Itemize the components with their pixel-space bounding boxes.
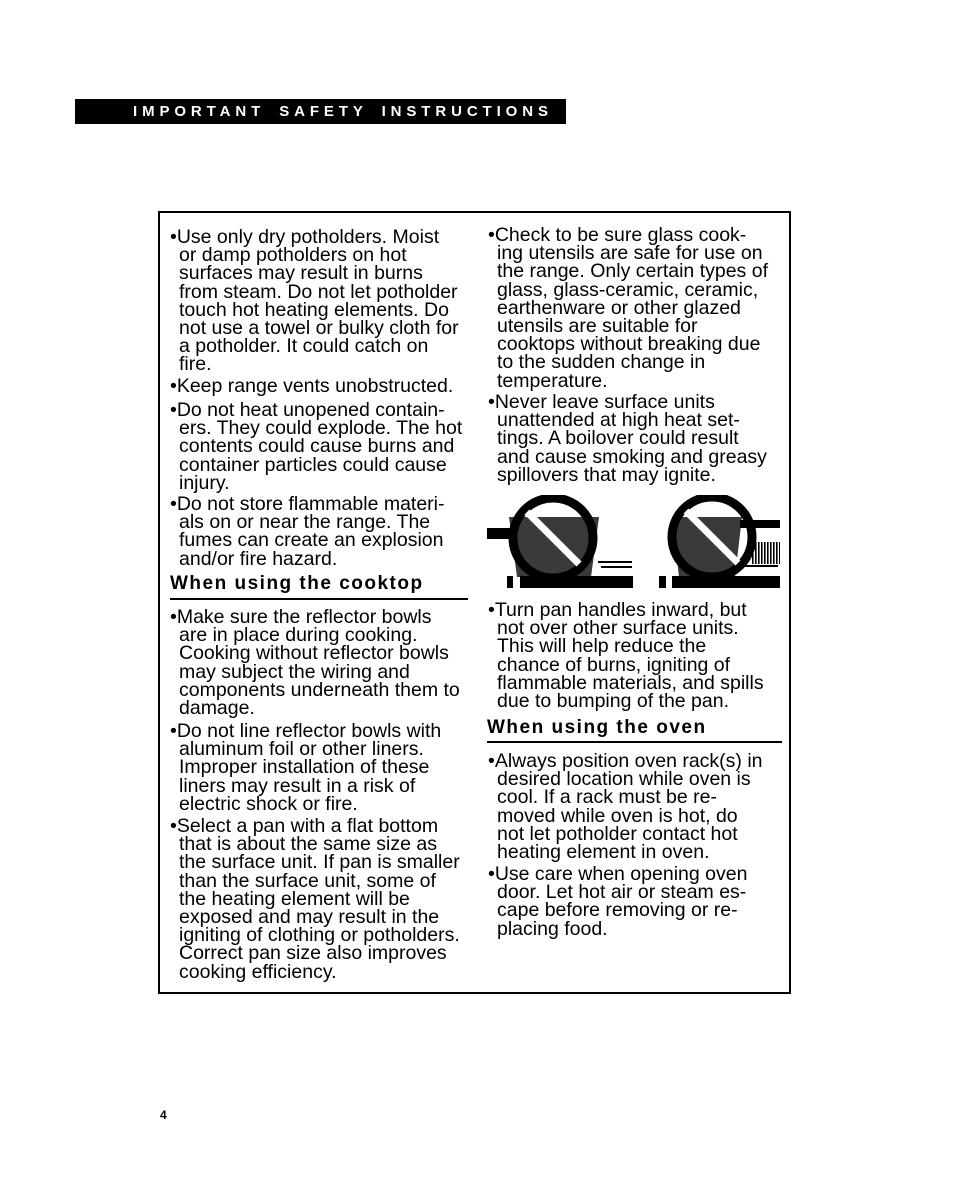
text-line: not let potholder contact hot [497, 822, 738, 845]
text-line: •Turn pan handles inward, but [488, 599, 747, 621]
text-line: not use a towel or bulky cloth for [179, 317, 459, 340]
item-flammable-materials [170, 493, 445, 570]
item-pan-size [170, 815, 460, 983]
text-line: •Do not heat unopened contain- [170, 399, 445, 421]
handle-outward-prohibited-figure [487, 498, 633, 588]
text-line: •Always position oven rack(s) in [488, 750, 763, 772]
hatched-burner-icon [752, 542, 780, 564]
text-line: •Make sure the reflector bowls [170, 606, 432, 628]
text-line: may subject the wiring and [179, 660, 410, 683]
text-line: not over other surface units. [497, 617, 739, 640]
text-line: igniting of clothing or potholders. [179, 924, 460, 947]
item-oven-racks [488, 750, 763, 864]
oven-section-heading: When using the oven [487, 717, 707, 738]
text-line: temperature. [497, 369, 608, 392]
handle-over-burner-prohibited-figure [659, 497, 780, 588]
text-line: ing utensils are safe for use on [497, 242, 763, 265]
text-line: Correct pan size also improves [179, 942, 447, 965]
text-line: •Never leave surface units [488, 391, 715, 413]
text-line: als on or near the range. The [179, 511, 431, 534]
spill-mark [598, 561, 632, 563]
text-line: the range. Only certain types of [497, 260, 768, 283]
text-line: cooktops without breaking due [497, 333, 761, 356]
text-line: •Use care when opening oven [488, 863, 748, 885]
text-line: liners may result in a risk of [179, 774, 416, 797]
item-range-vents [170, 375, 454, 397]
text-line: flammable materials, and spills [497, 671, 764, 694]
text-line: Cooking without reflector bowls [179, 642, 449, 665]
section-header-bar [75, 99, 566, 124]
text-line: heating element in oven. [497, 841, 710, 864]
text-line: •Use only dry potholders. Moist [170, 226, 440, 248]
text-line: door. Let hot air or steam es- [497, 881, 747, 904]
text-line: This will help reduce the [497, 635, 707, 658]
oven-heading-underline [487, 741, 782, 743]
text-line: fumes can create an explosion [179, 529, 444, 552]
text-line: •Select a pan with a flat bottom [170, 815, 439, 837]
text-line: or damp potholders on hot [179, 244, 407, 267]
text-line: cool. If a rack must be re- [497, 786, 717, 809]
item-oven-door [488, 863, 748, 940]
text-line: •Do not store flammable materi- [170, 493, 445, 515]
burner-icon [672, 576, 780, 588]
spill-mark [601, 566, 632, 568]
text-line: damage. [179, 697, 255, 720]
spill-mark [745, 565, 778, 567]
text-line: touch hot heating elements. Do [179, 298, 449, 321]
text-line: are in place during cooking. [179, 624, 418, 647]
text-line: than the surface unit, some of [179, 869, 436, 892]
text-line: container particles could cause [179, 453, 447, 476]
item-reflector-bowls [170, 606, 460, 720]
text-line: from steam. Do not let potholder [179, 280, 458, 303]
text-line: electric shock or fire. [179, 792, 358, 815]
text-line: and cause smoking and greasy [497, 445, 767, 468]
text-line: components underneath them to [179, 678, 460, 701]
item-unattended-units [488, 391, 767, 486]
text-line: to the sudden change in [497, 351, 706, 374]
item-unopened-containers [170, 399, 463, 494]
text-line: Improper installation of these [179, 756, 430, 779]
text-line: ers. They could explode. The hot [179, 417, 463, 440]
text-line: that is about the same size as [179, 833, 437, 856]
text-line: utensils are suitable for [497, 315, 698, 338]
burner-indicator [659, 576, 666, 588]
pan-handle-illustration [485, 495, 785, 595]
cooktop-heading-underline [170, 598, 468, 600]
text-line: spillovers that may ignite. [497, 463, 716, 486]
burner-icon [520, 576, 633, 588]
text-line: •Do not line reflector bowls with [170, 720, 442, 742]
section-header-title: IMPORTANT SAFETY INSTRUCTIONS [133, 103, 553, 120]
item-glass-utensils [488, 224, 768, 392]
item-pan-handles [488, 599, 764, 713]
text-line: earthenware or other glazed [497, 296, 741, 319]
text-line: exposed and may result in the [179, 906, 440, 929]
text-line: a potholder. It could catch on [179, 335, 429, 358]
text-line: placing food. [497, 917, 608, 940]
cooktop-section-heading: When using the cooktop [170, 573, 424, 594]
text-line: and/or fire hazard. [179, 547, 338, 570]
text-line: glass, glass-ceramic, ceramic, [497, 278, 759, 301]
burner-indicator [507, 576, 513, 588]
text-line: fire. [179, 353, 212, 376]
text-line: the surface unit. If pan is smaller [179, 851, 460, 874]
text-line: contents could cause burns and [179, 435, 455, 458]
item-no-foil-liners [170, 720, 442, 815]
text-line: aluminum foil or other liners. [179, 738, 424, 761]
text-line: surfaces may result in burns [179, 262, 423, 285]
text-line: moved while oven is hot, do [497, 804, 738, 827]
text-line: chance of burns, igniting of [497, 653, 731, 676]
text-line: cooking efficiency. [179, 960, 337, 983]
text-line: unattended at high heat set- [497, 409, 740, 432]
text-line: cape before removing or re- [497, 899, 738, 922]
text-line: due to bumping of the pan. [497, 690, 730, 713]
text-line: tings. A boilover could result [497, 427, 739, 450]
text-line: injury. [179, 471, 230, 494]
item-dry-potholders [170, 226, 459, 376]
text-line: the heating element will be [179, 887, 410, 910]
text-line: •Keep range vents unobstructed. [170, 375, 454, 397]
text-line: •Check to be sure glass cook- [488, 224, 747, 246]
page-number: 4 [160, 1108, 167, 1122]
text-line: desired location while oven is [497, 768, 751, 791]
